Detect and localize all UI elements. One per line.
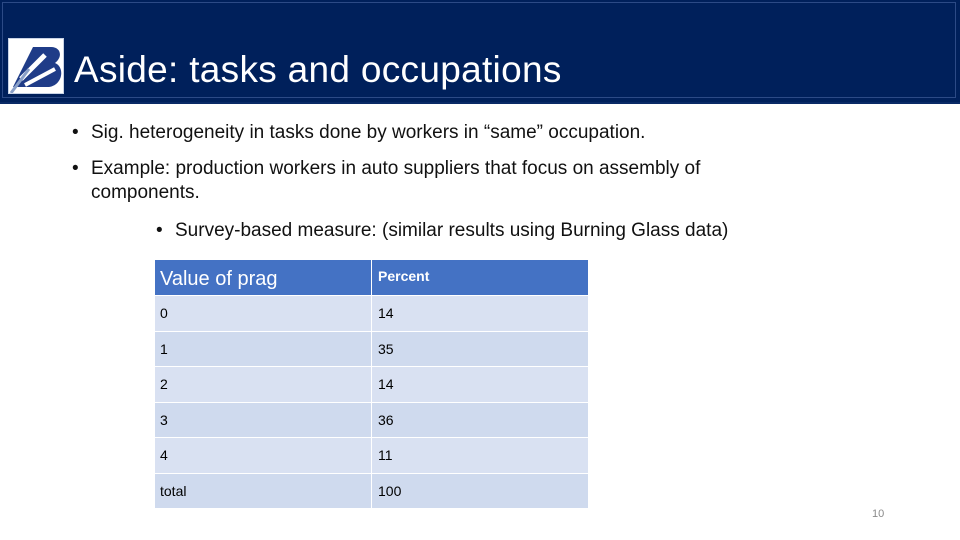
header-bar — [0, 0, 960, 104]
slide-title: Aside: tasks and occupations — [74, 49, 562, 90]
table-row — [155, 331, 589, 367]
table-row — [155, 296, 589, 332]
bullet-dot: • — [72, 158, 79, 179]
table-cell-percent: 36 — [372, 402, 589, 438]
table-cell-value: total — [155, 473, 372, 509]
table-row — [155, 367, 589, 403]
table-cell-percent: 35 — [372, 331, 589, 367]
table-cell-value: 0 — [155, 296, 372, 332]
bullet-text — [91, 157, 700, 205]
b-letter-logo-icon — [8, 38, 64, 94]
page-number: 10 — [872, 508, 885, 520]
table-cell-value: 1 — [155, 331, 372, 367]
table-cell-percent: 100 — [372, 473, 589, 509]
bullet-dot: • — [72, 122, 79, 143]
table-header-row — [155, 260, 589, 296]
table-header-percent: Percent — [372, 260, 589, 296]
prag-table — [154, 259, 589, 509]
table-header-value: Value of prag — [155, 260, 372, 296]
bullet-text: Sig. heterogeneity in tasks done by workers in “same” occupation. — [91, 122, 646, 143]
table-cell-percent: 11 — [372, 438, 589, 474]
logo-graphic — [9, 39, 64, 94]
bullet-text-line1: Example: production workers in auto suppliers that focus on assembly of — [91, 158, 701, 179]
table-row — [155, 438, 589, 474]
bullet-dot: • — [156, 220, 163, 241]
table-cell-percent: 14 — [372, 367, 589, 403]
table-cell-percent: 14 — [372, 296, 589, 332]
table-row — [155, 402, 589, 438]
table-row — [155, 473, 589, 509]
table-cell-value: 2 — [155, 367, 372, 403]
table-cell-value: 3 — [155, 402, 372, 438]
table-cell-value: 4 — [155, 438, 372, 474]
bullet-text: Survey-based measure: (similar results using Burning Glass data) — [175, 220, 729, 241]
bullet-text-line2: components. — [91, 182, 200, 203]
